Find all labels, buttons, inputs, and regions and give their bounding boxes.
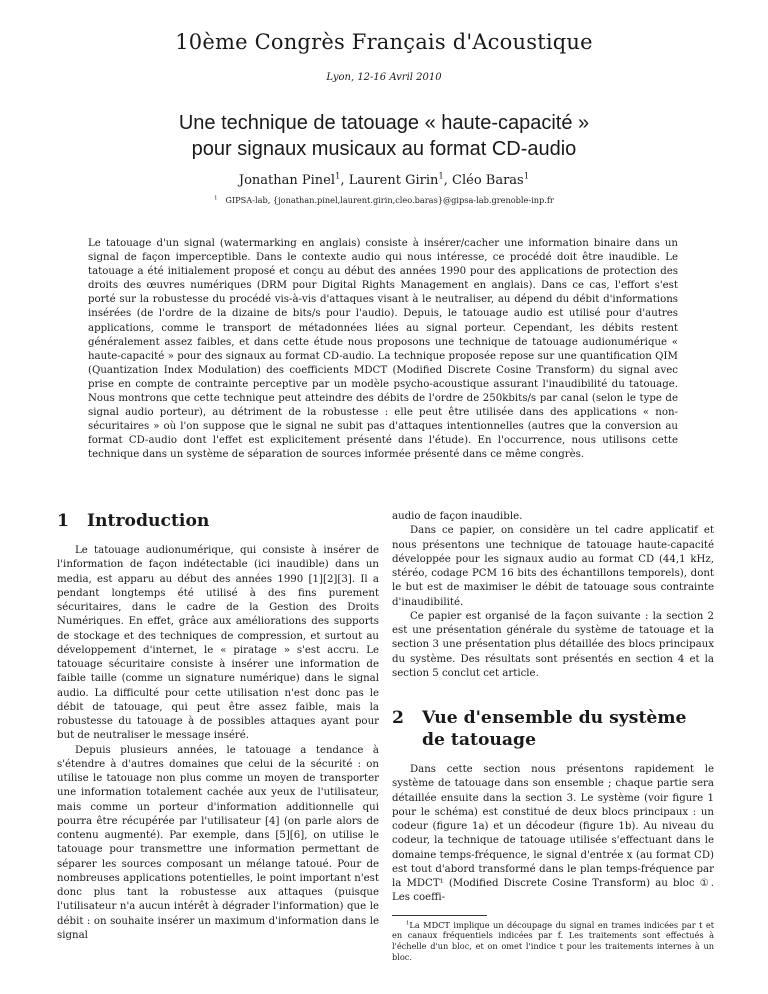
author-name: Laurent Girin: [348, 173, 439, 188]
paragraph: Ce papier est organisé de la façon suivante : la section 2 est une présentation générale du système de tatouage et la section 3 une présentation plus détaillée des blocs principaux du système. Des résultats sont présentés en section 4 et la section 5 conclut cet article.: [392, 610, 714, 679]
paragraph: Le tatouage audionumérique, qui consiste à insérer de l'information de façon indétectable (ici inaudible) dans un media, est apparu au début des années 1990 [1][2][3]. Il a pendant longtemps été utilisé à des fins purement sécuritaires, dans le cadre de la Gestion des Droits Numériques. En effet, grâce aux améliorations des supports de stockage et des techniques de compression, et surtout au développement d'internet, le « piratage » s'est accru. Le tatouage sécuritaire consiste à insérer une information de faible taille (comme un signature numérique) dans le signal audio. La difficulté pour cette utilisation n'est donc pas le débit de tatouage, qui peut être assez faible, mais la robustesse du tatouage à de possibles attaques ayant pour but de neutraliser le message inséré.: [57, 545, 379, 742]
abstract: Le tatouage d'un signal (watermarking en anglais) consiste à insérer/cacher une information binaire dans un signal de façon imperceptible. Dans le contexte audio qui nous intéresse, ce procédé doit être inaudible. Le tatouage a été initialement proposé et conçu au début des années 1990 pour des applications de protection des droits des œuvres numériques (DRM pour Digital Rights Management en anglais). Dans ce cas, l'effort s'est porté sur la robustesse du procédé vis-à-vis d'attaques visant à le neutraliser, au dépend du débit d'informations insérées (de l'ordre de la dizaine de bits/s pour l'audio). Depuis, le tatouage audio est utilisé pour d'autres applications, comme le transport de métadonnées liées au signal porteur. Cependant, les débits restent généralement assez faibles, et dans cette étude nous proposons une technique de tatouage audionumérique « haute-capacité » pour des signaux au format CD-audio. La technique proposée repose sur une quantification QIM (Quantization Index Modulation) des coefficients MDCT (Modified Discrete Cosine Transform) du signal avec prise en compte de contrainte perceptive par un modèle psycho-acoustique assurant l'inaudibilité du tatouage. Nous montrons que cette technique peut atteindre des débits de l'ordre de 250kbits/s par canal (selon le type de signal audio porteur), au détriment de la robustesse : elle peut être utilisée dans des applications « non-sécuritaires » où l'on suppose que le signal ne subit pas d'attaques intentionnelles (autres que la conversion au format CD-audio dont l'effet est explicitement présenté dans l'étude). En l'occurrence, nous utilisons cette technique dans un système de séparation de sources informée présenté dans ce même congrès.: [88, 238, 678, 461]
footnote-mark: 1: [406, 919, 410, 926]
section-number: 1: [57, 511, 69, 531]
affiliation-mark: 1: [214, 195, 218, 202]
paper-title-line-1: Une technique de tatouage « haute-capacité »: [178, 112, 590, 134]
footnote-rule: [392, 915, 487, 916]
affiliation-text: GIPSA-lab, {jonathan.pinel,laurent.girin,cleo.baras}@gipsa-lab.grenoble-inp.fr: [225, 195, 554, 205]
column-right: [392, 510, 714, 963]
author-affil-mark: 1: [335, 170, 341, 181]
conference-title: 10ème Congrès Français d'Acoustique: [175, 30, 593, 54]
paragraph-continuation: audio de façon inaudible.: [392, 511, 523, 522]
section-title: Introduction: [87, 511, 210, 531]
section-heading: [392, 707, 714, 751]
author-list: Jonathan Pinel$^1$, Laurent Girin$^1$, Cléo Baras$^1$: [238, 170, 530, 188]
conference-date: Lyon, 12-16 Avril 2010: [326, 72, 442, 83]
section-heading: [57, 510, 379, 532]
section-number: 2: [392, 708, 404, 728]
section-title: Vue d'ensemble du système de tatouage: [422, 708, 687, 750]
paragraph: Depuis plusieurs années, le tatouage a tendance à s'étendre à d'autres domaines que celui de la sécurité : on utilise le tatouage non plus comme un moyen de transporter une information totalement cachée aux yeux de l'utilisateur, mais comme un porteur d'information additionnelle qui pourra être récupérée par l'utilisateur [4] (on parle alors de contenu augmenté). Par exemple, dans [5][6], on utilise le tatouage pour transmettre une information permettant de séparer les sources composant un mélange tatoué. Pour de nombreuses applications potentielles, le point important n'est donc plus tant la robustesse aux attaques (puisque l'utilisateur n'a aucun intérêt à dégrader l'information) que le débit : on souhaite insérer un maximum d'information dans le signal: [57, 744, 379, 941]
author-affil-mark: 1: [438, 170, 444, 181]
paper-title-line-2: pour signaux musicaux au format CD-audio: [191, 138, 577, 160]
paragraph: Dans cette section nous présentons rapidement le système de tatouage dans son ensemble ; chaque partie sera détaillée ensuite dans la section 3. Le système (voir figure 1 pour le schéma) est constitué de deux blocs principaux : un codeur (figure 1a) et un décodeur (figure 1b). Au niveau du codeur, la technique de tatouage utilisée s'effectuant dans le domaine temps-fréquence, le signal d'entrée x (au format CD) est tout d'abord transformé dans le plan temps-fréquence par la MDCT¹ (Modified Discrete Cosine Transform) au bloc ①. Les coeffi-: [392, 764, 714, 904]
footnote: [392, 920, 714, 963]
footnote-text: La MDCT implique un découpage du signal en trames indicées par t et en canaux fréquentiels indicées par f. Les traitements sont effectués à l'échelle d'un bloc, et on omet l'indice t pour les traitements internes à un bloc.: [392, 919, 714, 962]
column-left: [57, 510, 379, 943]
paragraph: Dans ce papier, on considère un tel cadre applicatif et nous présentons une technique de tatouage haute-capacité développée pour les signaux audio au format CD (44,1 kHz, stéréo, codage PCM 16 bits des échantillons temporels), dont le but est de maximiser le débit de tatouage sous contrainte d'inaudibilité.: [392, 525, 714, 608]
author-affil-mark: 1: [523, 170, 530, 181]
author-name: Jonathan Pinel: [238, 173, 336, 188]
paper-title: [0, 110, 768, 162]
author-name: Cléo Baras: [452, 173, 524, 188]
affiliation: [0, 195, 768, 205]
